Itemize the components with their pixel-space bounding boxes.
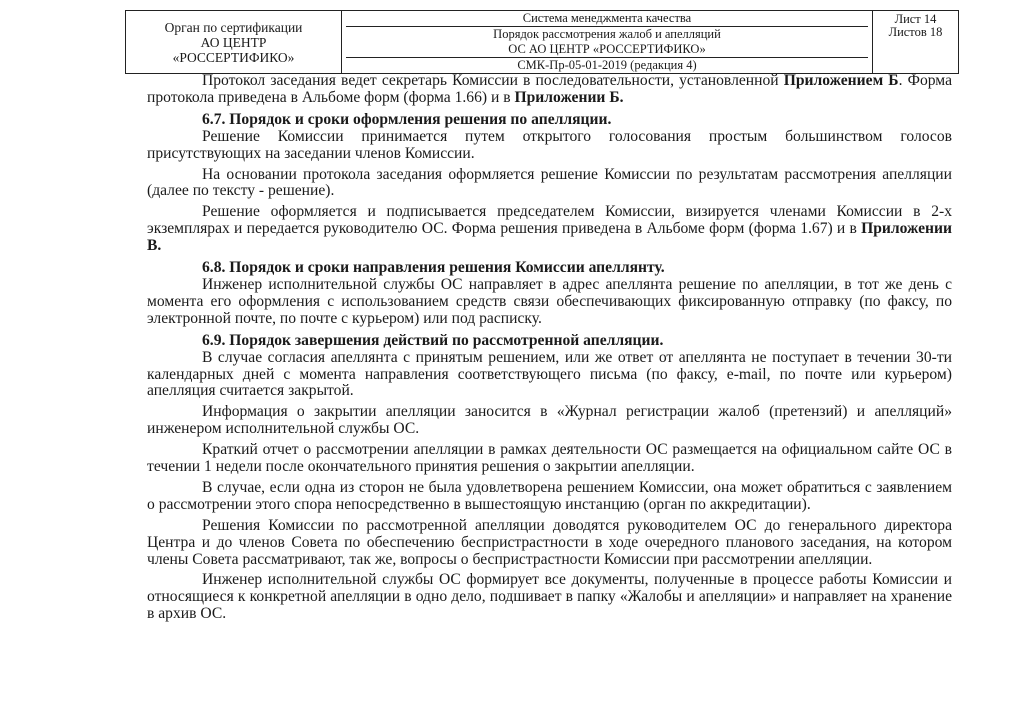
- section-6-7-title: 6.7. Порядок и сроки оформления решения по апелляции.: [202, 110, 612, 128]
- document-header: [125, 10, 959, 74]
- org-line-1: Орган по сертификации: [164, 19, 303, 35]
- header-system-title: Система менеджмента качества: [346, 11, 868, 27]
- section-6-7-paragraph-1: Решение Комиссии принимается путем открытого голосования простым большинством голосов присутствующих на заседании членов Комиссии.: [147, 127, 952, 162]
- sheet-number: Лист 14: [894, 12, 937, 26]
- org-line-3: «РОССЕРТИФИКО»: [172, 49, 295, 65]
- header-doc-code: СМК-Пр-05-01-2019 (редакция 4): [517, 58, 697, 72]
- paragraph-intro: Протокол заседания ведет секретарь Комиссии в последовательности, установленной Приложением Б. Форма протокола приведена в Альбоме форм (форма 1.66) и в Приложении Б.: [147, 72, 952, 106]
- sheets-total: Листов 18: [888, 25, 943, 39]
- header-doc-title-2: ОС АО ЦЕНТР «РОССЕРТИФИКО»: [346, 42, 868, 58]
- org-line-2: АО ЦЕНТР: [200, 34, 267, 50]
- section-6-9-paragraph-6: Инженер исполнительной службы ОС формирует все документы, полученные в процессе работы Комиссии и относящиеся к конкретной апелляции в одно дело, подшивает в папку «Жалобы и апелляции» и направляет на хранение в архив ОС.: [147, 571, 952, 623]
- header-sheet-info: [873, 11, 959, 74]
- header-organization: [126, 11, 342, 74]
- section-6-7-paragraph-3: Решение оформляется и подписывается председателем Комиссии, визируется членами Комиссии в 2-х экземплярах и передается руководителю ОС. Форма решения приведена в Альбоме форм (форма 1.67) и в Приложении В.: [147, 203, 952, 255]
- section-6-9-paragraph-5: Решения Комиссии по рассмотренной апелляции доводятся руководителем ОС до генерального директора Центра и до членов Совета по обеспечению беспристрастности в ходе очередного планового заседания, на котором члены Совета рассматривают, так же, вопросы о беспристрастности Комиссии при рассмотрении апелляции.: [147, 516, 952, 568]
- section-6-9-title: 6.9. Порядок завершения действий по рассмотренной апелляции.: [202, 331, 664, 349]
- section-6-9-paragraph-4: В случае, если одна из сторон не была удовлетворена решением Комиссии, она может обратиться с заявлением о рассмотрении этого спора непосредственно в вышестоящую инстанцию (орган по аккредитации).: [147, 478, 952, 513]
- section-6-8-title: 6.8. Порядок и сроки направления решения Комиссии апеллянту.: [202, 259, 665, 277]
- section-6-9-paragraph-3: Краткий отчет о рассмотрении апелляции в рамках деятельности ОС размещается на официальном сайте ОС в течении 1 недели после окончательного принятия решения о закрытии апелляции.: [147, 441, 952, 476]
- header-doc-title-1: Порядок рассмотрения жалоб и апелляций: [493, 27, 721, 41]
- section-6-9-paragraph-2: Информация о закрытии апелляции заносится в «Журнал регистрации жалоб (претензий) и апелляций» инженером исполнительной службы ОС.: [147, 403, 952, 438]
- header-document-info: [342, 11, 873, 74]
- document-body: [147, 73, 952, 623]
- section-6-8-paragraph-1: Инженер исполнительной службы ОС направляет в адрес апеллянта решение по апелляции, в тот же день с момента его оформления с использованием средств связи обеспечивающих фиксированную отправку (по факсу, по электронной почте, по почте с курьером) или под расписку.: [147, 275, 952, 327]
- section-6-7-paragraph-2: На основании протокола заседания оформляется решение Комиссии по результатам рассмотрения апелляции (далее по тексту - решение).: [147, 165, 952, 200]
- section-6-9-paragraph-1: В случае согласия апеллянта с принятым решением, или же ответ от апеллянта не поступает в течении 30-ти календарных дней с момента направления соответствующего письма (по факсу, e-mail, по почте или курьером) апелляция считается закрытой.: [147, 348, 952, 400]
